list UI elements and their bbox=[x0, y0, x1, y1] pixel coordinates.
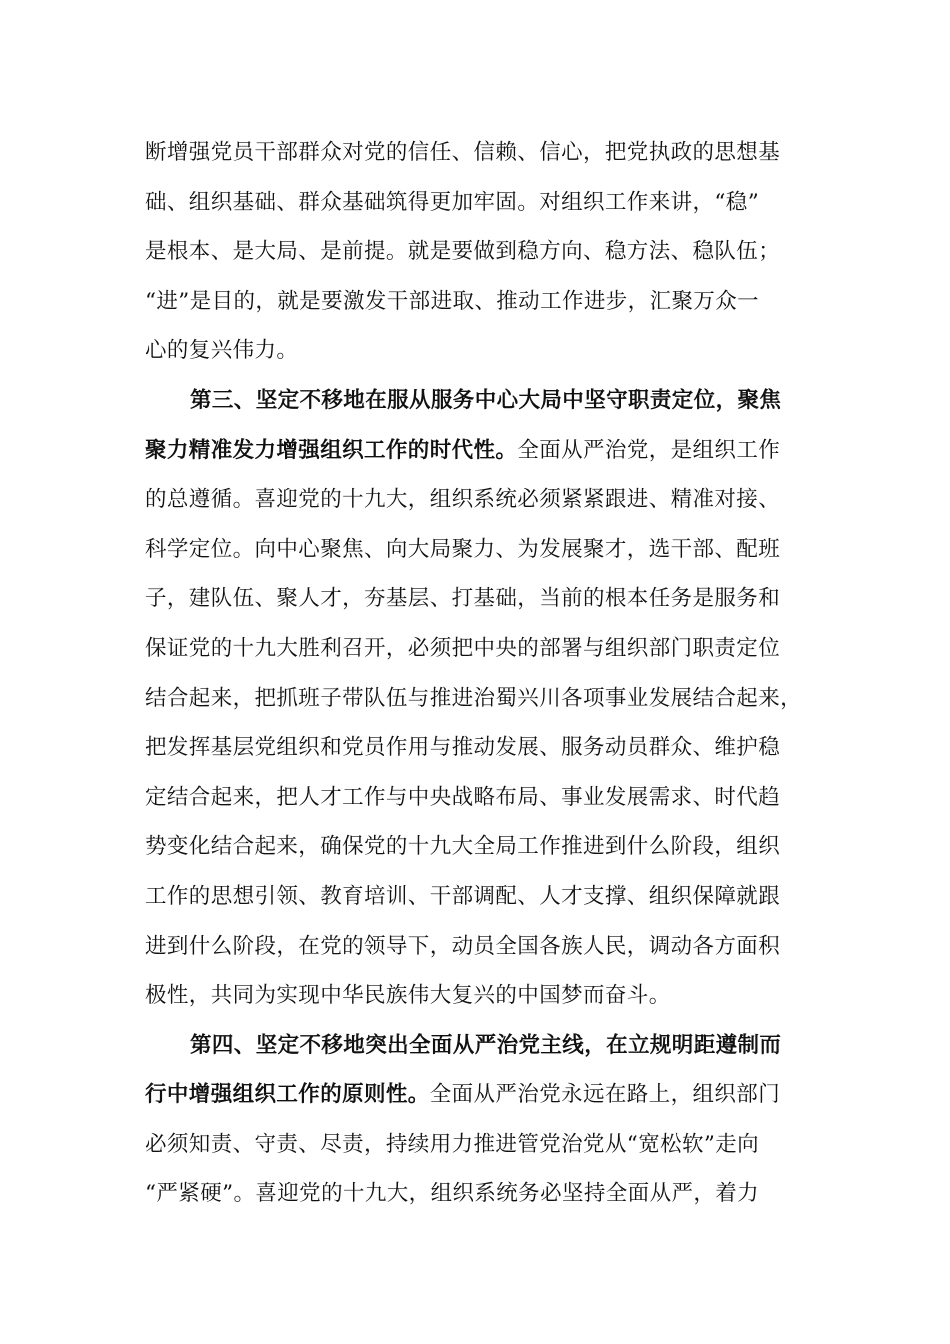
text-run: 全面从严治党永远在路上，组织部门 bbox=[429, 1082, 781, 1108]
paragraph-3 bbox=[145, 1021, 825, 1219]
text-line: 的总遵循。喜迎党的十九大，组织系统必须紧紧跟进、精准对接、 bbox=[145, 487, 781, 513]
text-line: 保证党的十九大胜利召开，必须把中央的部署与组织部门职责定位 bbox=[145, 635, 781, 661]
paragraph-2 bbox=[145, 376, 825, 1021]
text-line: 把发挥基层党组织和党员作用与推动发展、服务动员群众、维护稳 bbox=[145, 735, 781, 761]
text-line: 子，建队伍、聚人才，夯基层、打基础，当前的根本任务是服务和 bbox=[145, 586, 781, 612]
text-line: “进”是目的，就是要激发干部进取、推动工作进步，汇聚万众一 bbox=[145, 288, 760, 314]
text-line: 结合起来，把抓班子带队伍与推进治蜀兴川各项事业发展结合起来， bbox=[145, 685, 803, 711]
text-run: 全面从严治党，是组织工作 bbox=[517, 437, 781, 463]
text-line: 势变化结合起来，确保党的十九大全局工作推进到什么阶段，组织 bbox=[145, 834, 781, 860]
text-line: 科学定位。向中心聚焦、向大局聚力、为发展聚才，选干部、配班 bbox=[145, 536, 781, 562]
text-line: 工作的思想引领、教育培训、干部调配、人才支撑、组织保障就跟 bbox=[145, 883, 781, 909]
section-heading-4-continued: 行中增强组织工作的原则性。 bbox=[145, 1082, 430, 1108]
section-heading-3-continued: 聚力精准发力增强组织工作的时代性。 bbox=[145, 437, 518, 463]
text-line: 必须知责、守责、尽责，持续用力推进管党治党从“宽松软”走向 bbox=[145, 1131, 760, 1157]
text-line: 心的复兴伟力。 bbox=[145, 338, 299, 364]
document-body bbox=[145, 128, 825, 1219]
text-line: 定结合起来，把人才工作与中央战略布局、事业发展需求、时代趋 bbox=[145, 784, 781, 810]
section-heading-3: 第三、坚定不移地在服从服务中心大局中坚守职责定位，聚焦 bbox=[190, 387, 782, 413]
text-line bbox=[145, 426, 825, 476]
text-line: “严紧硬”。喜迎党的十九大，组织系统务必坚持全面从严，着力 bbox=[145, 1181, 760, 1207]
text-line: 是根本、是大局、是前提。就是要做到稳方向、稳方法、稳队伍； bbox=[145, 239, 781, 265]
paragraph-1 bbox=[145, 128, 825, 376]
text-line: 断增强党员干部群众对党的信任、信赖、信心，把党执政的思想基 bbox=[145, 140, 781, 165]
section-heading-4: 第四、坚定不移地突出全面从严治党主线，在立规明距遵制而 bbox=[190, 1032, 782, 1058]
text-line: 极性，共同为实现中华民族伟大复兴的中国梦而奋斗。 bbox=[145, 983, 671, 1009]
text-line: 础、组织基础、群众基础筑得更加牢固。对组织工作来讲，“稳” bbox=[145, 189, 760, 215]
text-line: 进到什么阶段，在党的领导下，动员全国各族人民，调动各方面积 bbox=[145, 933, 781, 959]
text-line bbox=[145, 1070, 825, 1120]
